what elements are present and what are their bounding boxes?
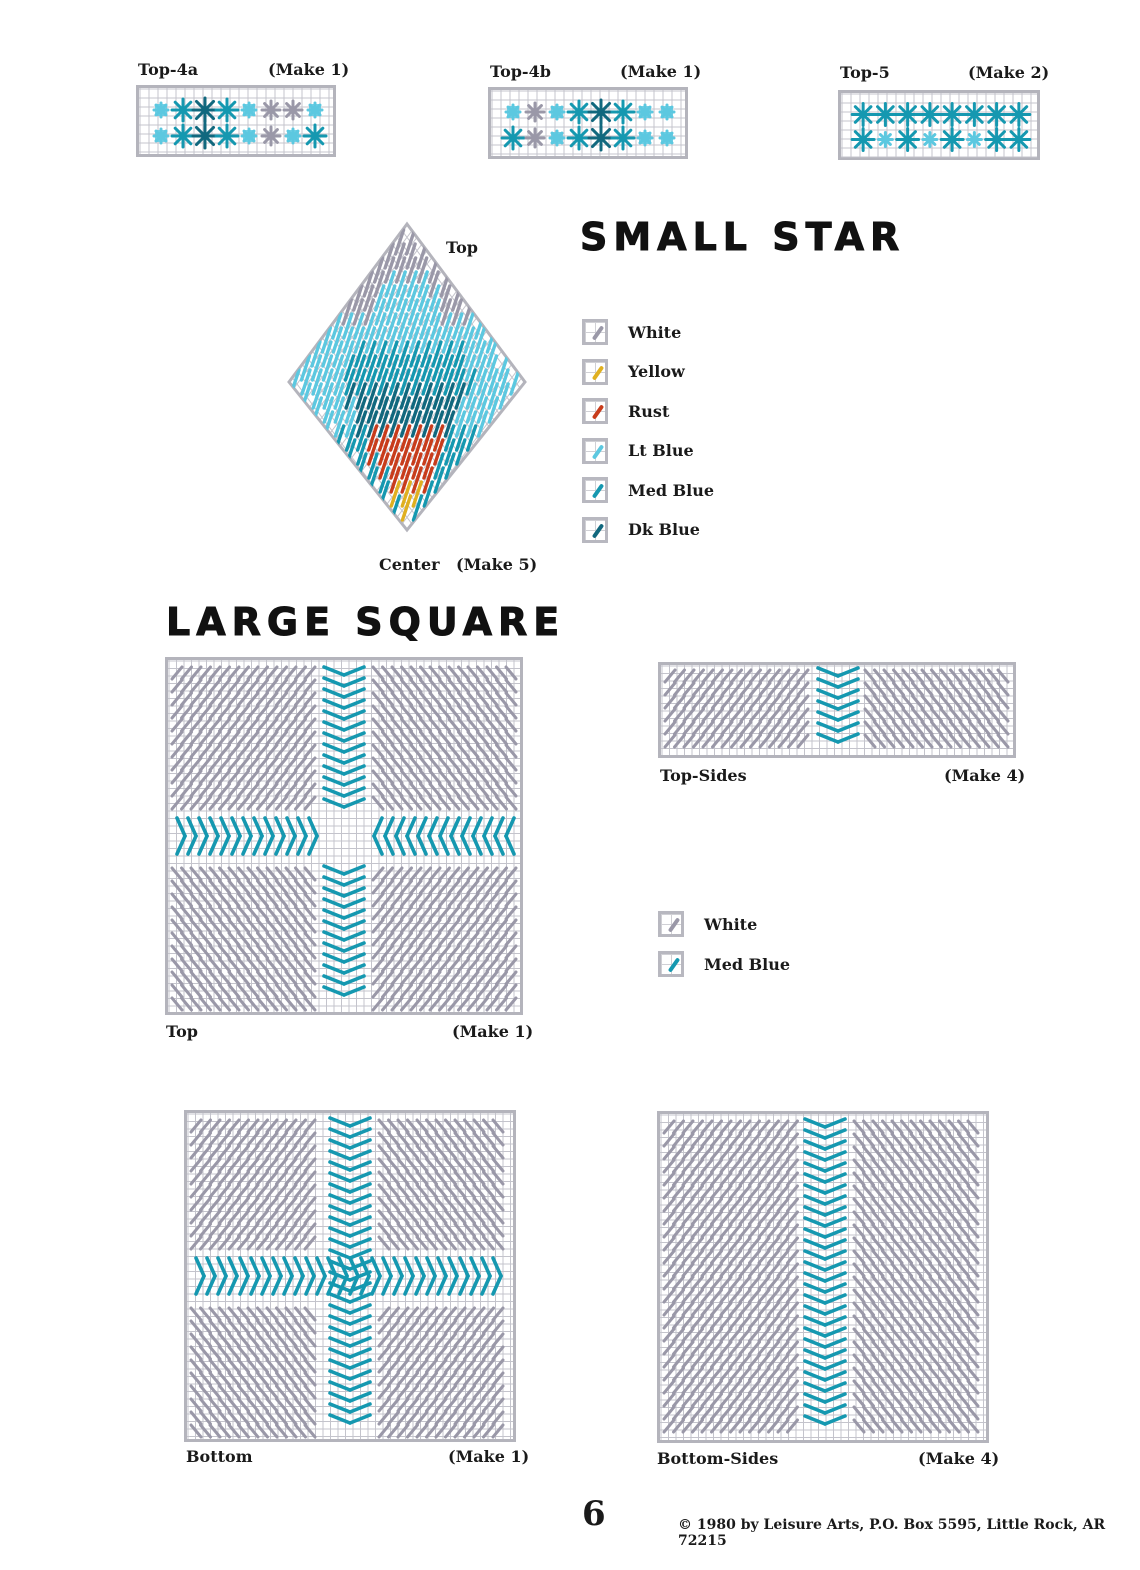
star-stitch (986, 104, 1008, 126)
large-square-top-chart (165, 657, 523, 1015)
star-stitch (967, 133, 981, 147)
star-stitch (897, 129, 919, 151)
star-stitch (284, 101, 302, 119)
star-stitch (612, 101, 634, 123)
star-stitch (1008, 104, 1030, 126)
legend-item (658, 951, 790, 977)
star-stitch (308, 103, 322, 117)
legend-item (582, 477, 714, 503)
large-square-bottom-label: Bottom (186, 1447, 253, 1466)
star-stitch (262, 127, 280, 145)
top-4b-chart (488, 87, 688, 159)
top-4a-label: Top-4a (138, 60, 199, 79)
large-square-title: LARGE SQUARE (166, 600, 566, 644)
star-stitch (923, 133, 937, 147)
legend-label: Med Blue (628, 480, 715, 500)
legend-item (582, 398, 669, 424)
star-stitch (526, 129, 544, 147)
small-star-title: SMALL STAR (580, 215, 906, 259)
star-stitch (193, 98, 217, 122)
legend-label: White (628, 322, 682, 342)
small-star-make: (Make 5) (456, 555, 538, 574)
star-stitch (286, 129, 300, 143)
top-5-make: (Make 2) (968, 63, 1050, 82)
small-star-diamond-chart (285, 220, 530, 535)
legend-swatch (582, 477, 608, 503)
top-5-label: Top-5 (840, 63, 890, 82)
star-stitch (638, 105, 652, 119)
legend-swatch (582, 438, 608, 464)
large-square-top-sides-chart (658, 662, 1016, 758)
legend-item (582, 319, 681, 345)
star-stitch (502, 127, 524, 149)
star-stitch (172, 125, 194, 147)
legend-label: Yellow (628, 362, 685, 381)
copyright-footer: © 1980 by Leisure Arts, P.O. Box 5595, Little Rock, AR 72215 (678, 1517, 1106, 1549)
page-number: 6 (582, 1494, 606, 1534)
legend-item (582, 517, 700, 543)
star-stitch (526, 103, 544, 121)
star-stitch (874, 104, 896, 126)
star-stitch (193, 124, 217, 148)
legend-label: Lt Blue (628, 441, 694, 460)
star-stitch (941, 104, 963, 126)
star-stitch (506, 105, 520, 119)
legend-label: White (704, 914, 758, 934)
star-stitch (638, 131, 652, 145)
legend-swatch (658, 951, 684, 977)
large-square-bottom-make: (Make 1) (448, 1447, 530, 1466)
legend-label: Rust (628, 401, 670, 421)
star-stitch (963, 104, 985, 126)
star-stitch (897, 104, 919, 126)
large-square-bottom-sides-label: Bottom-Sides (657, 1449, 779, 1468)
star-stitch (589, 100, 613, 124)
star-stitch (941, 129, 963, 151)
star-stitch (919, 104, 941, 126)
star-stitch (262, 101, 280, 119)
star-stitch (154, 129, 168, 143)
legend-swatch (658, 911, 684, 937)
large-square-top-label: Top (166, 1022, 198, 1041)
star-stitch (589, 126, 613, 150)
star-stitch (172, 99, 194, 121)
star-stitch (660, 131, 674, 145)
star-stitch (154, 103, 168, 117)
top-5-chart (838, 90, 1040, 160)
star-stitch (986, 129, 1008, 151)
star-stitch (216, 99, 238, 121)
legend-label: Med Blue (704, 954, 791, 974)
star-stitch (550, 131, 564, 145)
legend-swatch (582, 398, 608, 424)
star-stitch (878, 133, 892, 147)
legend-label: Dk Blue (628, 520, 700, 539)
star-stitch (568, 127, 590, 149)
large-square-bottom-chart (184, 1110, 516, 1442)
top-4a-make: (Make 1) (268, 60, 350, 79)
star-stitch (242, 103, 256, 117)
top-4a-chart (136, 85, 336, 157)
star-stitch (550, 105, 564, 119)
large-square-top-sides-make: (Make 4) (944, 766, 1026, 785)
legend-item (582, 438, 694, 464)
star-stitch (1008, 129, 1030, 151)
star-stitch (568, 101, 590, 123)
small-star-center-label: Center (379, 555, 440, 574)
large-square-top-sides-label: Top-Sides (660, 766, 747, 785)
star-stitch (852, 129, 874, 151)
star-stitch (660, 105, 674, 119)
legend-swatch (582, 359, 608, 385)
large-square-bottom-sides-chart (657, 1111, 989, 1443)
legend-item (658, 911, 757, 937)
large-square-top-make: (Make 1) (452, 1022, 534, 1041)
star-stitch (304, 125, 326, 147)
top-4b-label: Top-4b (490, 62, 551, 81)
star-stitch (852, 104, 874, 126)
star-stitch (242, 129, 256, 143)
star-stitch (612, 127, 634, 149)
large-square-bottom-sides-make: (Make 4) (918, 1449, 1000, 1468)
top-4b-make: (Make 1) (620, 62, 702, 81)
star-stitch (216, 125, 238, 147)
legend-swatch (582, 517, 608, 543)
legend-swatch (582, 319, 608, 345)
legend-item (582, 359, 685, 385)
small-star-top-label: Top (446, 238, 478, 257)
